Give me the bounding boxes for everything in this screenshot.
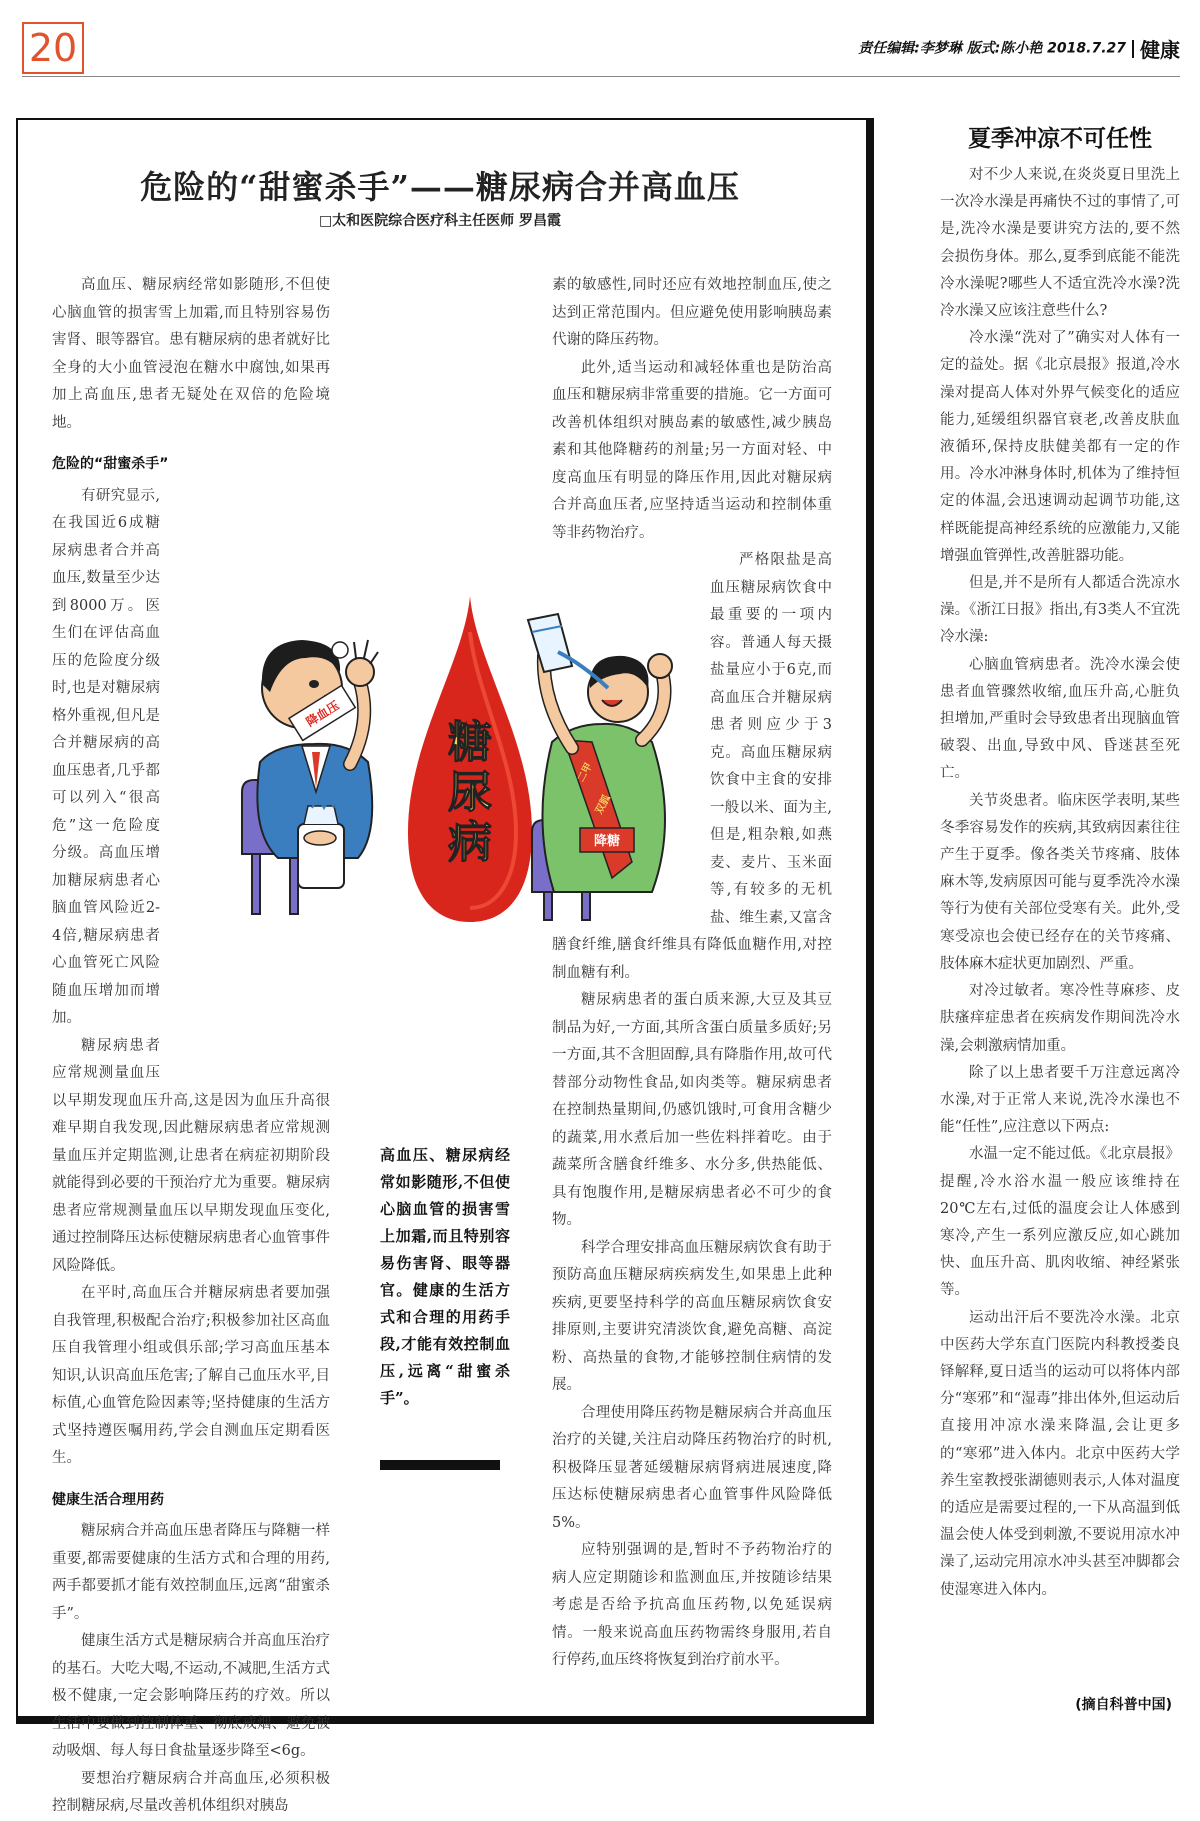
sidebar-source: (摘自科普中国)	[1075, 1697, 1172, 1713]
drop-char-1: 糖	[448, 717, 492, 768]
header-credits	[858, 34, 1180, 63]
sidebar-paragraph: 对不少人来说,在炎炎夏日里洗上一次冷水澡是再痛快不过的事情了,可是,洗冷水澡是要讲究方法的,要不然会损伤身体。那么,夏季到底能不能洗冷水澡呢?哪些人不适宜洗冷水澡?洗冷水澡又应该注意些什么?	[940, 167, 1180, 320]
article-column-left	[52, 272, 330, 1821]
paragraph: 此外,适当运动和减轻体重也是防治高血压和糖尿病非常重要的措施。它一方面可改善机体组织对胰岛素的敏感性,减少胰岛素和其他降糖药的剂量;另一方面对轻、中度高血压有明显的降压作用,因此对糖尿病合并高血压者,应坚持适当运动和控制体重等非药物治疗。	[552, 359, 832, 541]
drop-char-3: 病	[448, 817, 492, 868]
paragraph: 科学合理安排高血压糖尿病饮食有助于预防高血压糖尿病疾病发生,如果患上此种疾病,更要坚持科学的高血压糖尿病饮食安排原则,主要讲究清淡饮食,避免高糖、高淀粉、高热量的食物,才能够控制住病情的发展。	[552, 1239, 832, 1393]
left-label-text: 降血压	[303, 698, 342, 730]
paragraph: 应特别强调的是,暂时不予药物治疗的病人应定期随诊和监测血压,并按随诊结果考虑是否给予抗高血压药物,以免延误病情。一般来说高血压药物需终身服用,若自行停药,血压终将恢复到治疗前水平。	[552, 1542, 832, 1668]
article-title: 危险的“甜蜜杀手”——糖尿病合并高血压	[140, 168, 740, 206]
sidebar-paragraph: 关节炎患者。临床医学表明,某些冬季容易发作的疾病,其致病因素往往产生于夏季。像各类关节疼痛、肢体麻木等,发病原因可能与夏季洗冷水澡等行为使有关部位受寒有关。此外,受寒受凉也会使已经存在的关节疼痛、肢体麻木症状更加剧烈、严重。	[940, 792, 1180, 972]
article-byline: □太和医院综合医疗科主任医师 罗昌霞	[318, 213, 562, 229]
paragraph: 糖尿病患者应常规测量血压以早期发现血压升高,这是因为血压升高很难早期自我发现,因此糖尿病患者应常规测量血压并定期监测,让患者在病症初期阶段就能得到必要的干预治疗尤为重要。糖尿病患者应常规测量血压以早期发现血压变化,通过控制降压达标使糖尿病患者心血管事件风险降低。	[52, 1037, 330, 1274]
paragraph: 糖尿病患者的蛋白质来源,大豆及其豆制品为好,一方面,其所含蛋白质量多质好;另一方面,其不含胆固醇,具有降脂作用,故可代替部分动物性食品,如肉类等。糖尿病患者在控制热量期间,仍感饥饿时,可食用含糖少的蔬菜,用水煮后加一些佐料拌着吃。由于蔬菜所含膳食纤维多、水分多,供热能低、具有饱腹作用,是糖尿病患者必不可少的食物。	[552, 992, 832, 1228]
paragraph: 在平时,高血压合并糖尿病患者要加强自我管理,积极配合治疗;积极参加社区高血压自我管理小组或俱乐部;学习高血压基本知识,认识高血压危害;了解自己血压水平,目标值,心血管危险因素等;坚持健康的生活方式坚持遵医嘱用药,学会自测血压定期看医生。	[52, 1285, 330, 1466]
frame-shadow-right	[868, 118, 874, 1718]
article-column-middle	[552, 272, 832, 1675]
paragraph: 糖尿病合并高血压患者降压与降糖一样重要,都需要健康的生活方式和合理的用药,两手都要抓才能有效控制血压,远离“甜蜜杀手”。	[52, 1523, 330, 1622]
pull-quote-bar	[380, 1460, 500, 1470]
right-label-text: 降糖	[593, 834, 621, 849]
subheading-healthy-life: 健康生活合理用药	[52, 1491, 164, 1508]
left-man-figure	[242, 640, 378, 914]
credits-text: 责任编辑:李梦琳 版式:陈小艳 2018.7.27	[858, 40, 1126, 57]
diabetes-drop	[408, 596, 532, 922]
paragraph: 健康生活方式是糖尿病合并高血压治疗的基石。大吃大喝,不运动,不减肥,生活方式极不健康,一定会影响降压药的疗效。所以生活中要做到控制体重、彻底戒烟、避免被动吸烟、每人每日食盐量逐步降至<6g。	[52, 1633, 330, 1759]
header-divider	[1132, 40, 1134, 58]
pull-quote: 高血压、糖尿病经常如影随形,不但使心脑血管的损害雪上加霜,而且特别容易伤害肾、眼等器官。健康的生活方式和合理的用药手段,才能有效控制血压,远离“甜蜜杀手”。	[380, 1146, 510, 1407]
page-number: 20	[22, 22, 84, 74]
sidebar-paragraph: 冷水澡“洗对了”确实对人体有一定的益处。据《北京晨报》报道,冷水澡对提高人体对外界气候变化的适应能力,延缓组织器官衰老,改善皮肤血液循环,保持皮肤健美都有一定的作用。冷水冲淋身体时,机体为了维持恒定的体温,会迅速调动起调节功能,这样既能提高神经系统的应激能力,又能增强血管弹性,改善脏器功能。	[940, 330, 1180, 564]
header-rule	[22, 76, 1180, 77]
section-name: 健康	[1140, 38, 1180, 62]
sidebar-paragraph: 对冷过敏者。寒冷性荨麻疹、皮肤瘙痒症患者在疾病发作期间洗冷水澡,会刺激病情加重。	[940, 983, 1180, 1054]
paragraph: 合理使用降压药物是糖尿病合并高血压治疗的关键,关注启动降压药物治疗的时机,积极降压显著延缓糖尿病肾病进展速度,降压达标使糖尿病患者心血管事件风险降低5%。	[552, 1404, 832, 1531]
sidebar-paragraph: 但是,并不是所有人都适合洗凉水澡。《浙江日报》指出,有3类人不宜洗冷水澡:	[940, 575, 1180, 646]
right-woman-figure	[528, 614, 672, 920]
drop-char-2: 尿	[448, 767, 492, 818]
diabetes-hypertension-illustration	[232, 592, 710, 924]
paragraph: 有研究显示,在我国近6成糖尿病患者合并高血压,数量至少达到8000万。医生们在评估高血压的危险度分级时,也是对糖尿病格外重视,但凡是合并糖尿病的高血压患者,几乎都可以列入“很高危”这一危险度分级。高血压增加糖尿病患者心脑血管风险近2-4倍,糖尿病患者心血管死亡风险随血压增加而增加。	[52, 487, 160, 1026]
paragraph: 要想治疗糖尿病合并高血压,必须积极控制糖尿病,尽量改善机体组织对胰岛	[52, 1770, 330, 1814]
sidebar-column	[940, 162, 1180, 1604]
intro-paragraph: 高血压、糖尿病经常如影随形,不但使心脑血管的损害雪上加霜,而且特别容易伤害肾、眼等器官。患有糖尿病的患者就好比全身的大小血管浸泡在糖水中腐蚀,如果再加上高血压,患者无疑处在双倍的危险境地。	[52, 277, 330, 431]
sidebar-title: 夏季冲凉不可任性	[968, 125, 1152, 152]
sidebar-paragraph: 除了以上患者要千万注意远离冷水澡,对于正常人来说,洗冷水澡也不能“任性”,应注意以下两点:	[940, 1064, 1180, 1136]
sidebar-paragraph: 水温一定不能过低。《北京晨报》提醒,冷水浴水温一般应该维持在20℃左右,过低的温度会让人体感到寒冷,产生一系列应激反应,如心跳加快、血压升高、肌肉收缩、神经紧张等。	[940, 1146, 1180, 1299]
paragraph: 严格限盐是高血压糖尿病饮食中最重要的一项内容。普通人每天摄盐量应小于6克,而高血压合并糖尿病患者则应少于3克。高血压糖尿病饮食中主食的安排一般以米、面为主,但是,粗杂粮,如燕麦、麦片、玉米面等,有较多的无机盐、维生素,又富含膳食纤维,膳食纤维具有降低血糖作用,对控制血糖有利。	[552, 552, 832, 981]
sidebar-paragraph: 运动出汗后不要洗冷水澡。北京中医药大学东直门医院内科教授娄良铎解释,夏日适当的运动可以将体内部分“寒邪”和“湿毒”排出体外,但运动后直接用冲凉水澡来降温,会让更多的“寒邪”进入体内。北京中医药大学养生室教授张湖德则表示,人体对温度的适应是需要过程的,一下从高温到低温会使人体受到刺激,不要说用凉水冲澡了,运动完用凉水冲头甚至冲脚都会使湿寒进入体内。	[940, 1309, 1180, 1598]
subheading-danger: 危险的“甜蜜杀手”	[52, 456, 169, 472]
sash-top-text: 二甲	[575, 761, 595, 785]
sidebar-paragraph: 心脑血管病患者。洗冷水澡会使患者血管骤然收缩,血压升高,心脏负担增加,严重时会导致患者出现脑血管破裂、出血,导致中风、昏迷甚至死亡。	[940, 656, 1180, 782]
sash-mid-text: 双胍	[593, 793, 613, 817]
paragraph: 素的敏感性,同时还应有效地控制血压,使之达到正常范围内。但应避免使用影响胰岛素代谢的降压药物。	[552, 277, 832, 348]
